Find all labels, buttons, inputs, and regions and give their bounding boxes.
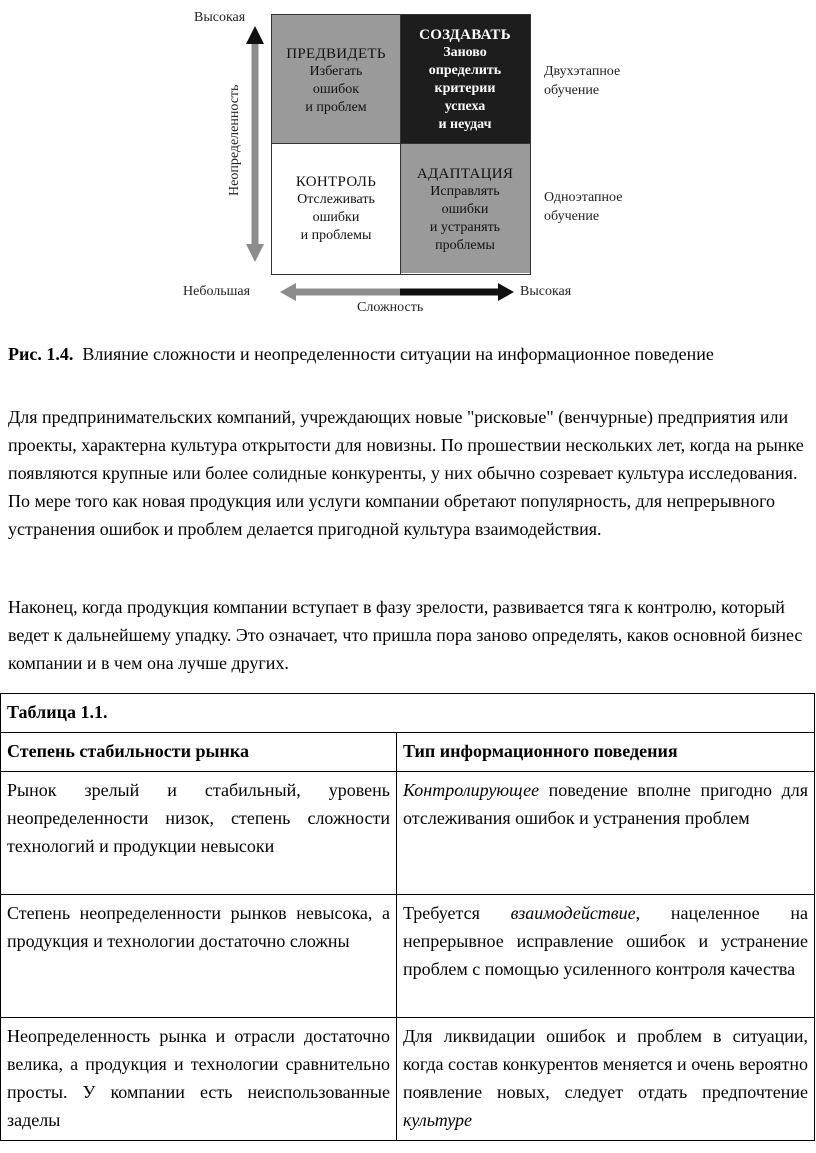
table-cell-behavior [397,772,815,895]
quadrant-predict [272,15,400,143]
quadrant-divider-horizontal [271,143,530,144]
table-cell-text: поведение вполне пригодно для отслеживания ошибок и устранения проблем [403,780,808,828]
table-cell-text-pre: Для ликвидации ошибок и проблем в ситуации, когда состав конкурентов меняется и очень вероятно появление новых, следует отдать предпочтение [403,1026,808,1102]
table-header-behavior: Тип информационного поведения [397,733,815,772]
x-axis-low-label: Небольшая [183,284,251,299]
caption-number: Рис. 1.4. [8,344,74,364]
quadrant-adapt [400,143,530,273]
quadrant-create [400,15,530,143]
quadrant-control-body: Отслеживать ошибки и проблемы [297,192,375,243]
quadrant-adapt-body: Исправлять ошибки и устранять проблемы [429,184,501,253]
table-row [1,772,815,895]
x-axis-arrowhead-left [280,283,296,301]
quadrant-adapt-title: АДАПТАЦИЯ [416,166,514,182]
caption-text: Влияние сложности и неопределенности ситуации на информационное поведение [82,344,714,364]
table-row [1,895,815,1018]
quadrant-control-title: КОНТРОЛЬ [295,174,377,190]
table-1-1 [0,693,815,1141]
table-cell-market: Степень неопределенности рынков невысока, а продукция и технологии достаточно сложны [1,895,397,1018]
y-axis-arrowhead-down [246,244,264,262]
table-cell-behavior [397,895,815,1018]
quadrant-predict-title: ПРЕДВИДЕТЬ [286,46,386,62]
side-label-one-stage: Одноэтапное обучение [544,190,623,224]
quadrant-divider-vertical [400,14,401,274]
x-axis-title: Сложность [357,300,424,315]
table-cell-emphasis: Контролирующее [403,780,540,800]
quadrant-control [272,143,400,273]
paragraph-1: Для предпринимательских компаний, учреждающих новые "рисковые" (венчурные) предприятия или проекты, характерна культура открытости для новизны. По прошествии нескольких лет, когда на рынке появляются крупные или более солидные конкуренты, у них обычно созревает культура исследования. По мере того как новая продукция или услуги компании обретают популярность, для непрерывного устранения ошибок и проблем делается пригодной культура взаимодействия. [8,407,804,539]
y-axis-title: Неопределенность [227,84,242,196]
x-axis-arrowhead-right [498,283,514,301]
paragraph-2: Наконец, когда продукция компании вступает в фазу зрелости, развивается тяга к контролю, который ведет к дальнейшему упадку. Это означает, что пришла пора заново определять, каков основной бизнес компании и в чем она лучше других. [8,597,803,673]
figure [0,0,816,325]
quadrant-create-title: СОЗДАВАТЬ [419,27,511,43]
table-row [1,1018,815,1141]
table-cell-text-pre: Требуется [403,903,511,923]
table-cell-market: Неопределенность рынка и отрасли достаточно велика, а продукция и технологии сравнительно просты. У компании есть неиспользованные заделы [1,1018,397,1141]
y-axis-high-label: Высокая [194,10,246,25]
table-cell-emphasis: взаимодействие [510,903,636,923]
table-cell-market: Рынок зрелый и стабильный, уровень неопределенности низок, степень сложности технологий и продукции невысоки [1,772,397,895]
table-cell-text: , нацеленное на непрерывное исправление ошибок и устранение проблем с помощью усиленного контроля качества [403,903,808,979]
quadrant-predict-body: Избегать ошибок и проблем [305,64,367,115]
side-label-two-stage: Двухэтапное обучение [544,64,621,98]
y-axis-arrowhead-up [246,26,264,44]
table-header-market: Степень стабильности рынка [1,733,397,772]
table-cell-behavior [397,1018,815,1141]
table-cell-emphasis: культуре [403,1110,473,1130]
quadrant-create-body: Заново определить критерии успеха и неудач [428,45,502,132]
table-title: Таблица 1.1. [1,694,815,733]
figure-caption [8,340,808,368]
x-axis-high-label: Высокая [520,284,572,299]
